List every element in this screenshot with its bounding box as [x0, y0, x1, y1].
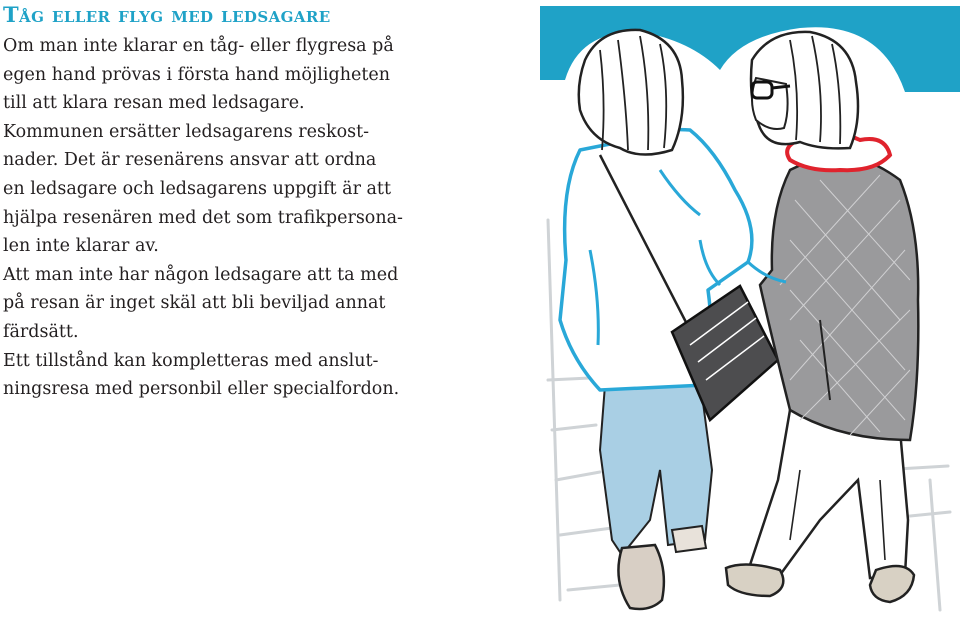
text-line: en ledsagare och ledsagarens uppgift är att — [3, 178, 391, 199]
illustration-two-people-walking — [538, 4, 960, 619]
paragraph-2 — [3, 118, 443, 261]
paragraph-4 — [3, 347, 443, 404]
text-line: färdsätt. — [3, 321, 79, 342]
left-shoe — [618, 545, 663, 609]
gray-coat — [760, 155, 918, 440]
body-text — [3, 32, 443, 404]
text-line: Ett tillstånd kan kompletteras med anslut- — [3, 350, 379, 371]
text-line: Kommunen ersätter ledsagarens reskost- — [3, 121, 370, 142]
section-heading: Tåg eller flyg med ledsagare — [3, 2, 331, 27]
text-line: nader. Det är resenärens ansvar att ordna — [3, 150, 377, 171]
text-line: Om man inte klarar en tåg- eller flygresa på — [3, 36, 394, 56]
text-line: len inte klarar av. — [3, 236, 159, 257]
text-line: till att klara resan med ledsagare. — [3, 93, 305, 114]
person-left — [560, 30, 778, 609]
text-line: på resan är inget skäl att bli beviljad annat — [3, 293, 386, 314]
right-sneaker — [870, 566, 914, 602]
text-line: hjälpa resenären med det som trafikpersona- — [3, 207, 403, 228]
paragraph-3 — [3, 261, 443, 347]
text-line: ningsresa med personbil eller specialfordon. — [3, 379, 400, 400]
text-line: egen hand prövas i första hand möjligheten — [3, 64, 390, 85]
paragraph-1 — [3, 32, 443, 118]
text-line: Att man inte har någon ledsagare att ta med — [3, 264, 399, 285]
right-shoe — [672, 526, 706, 552]
hair-left — [579, 30, 683, 155]
left-sneaker — [726, 564, 783, 596]
